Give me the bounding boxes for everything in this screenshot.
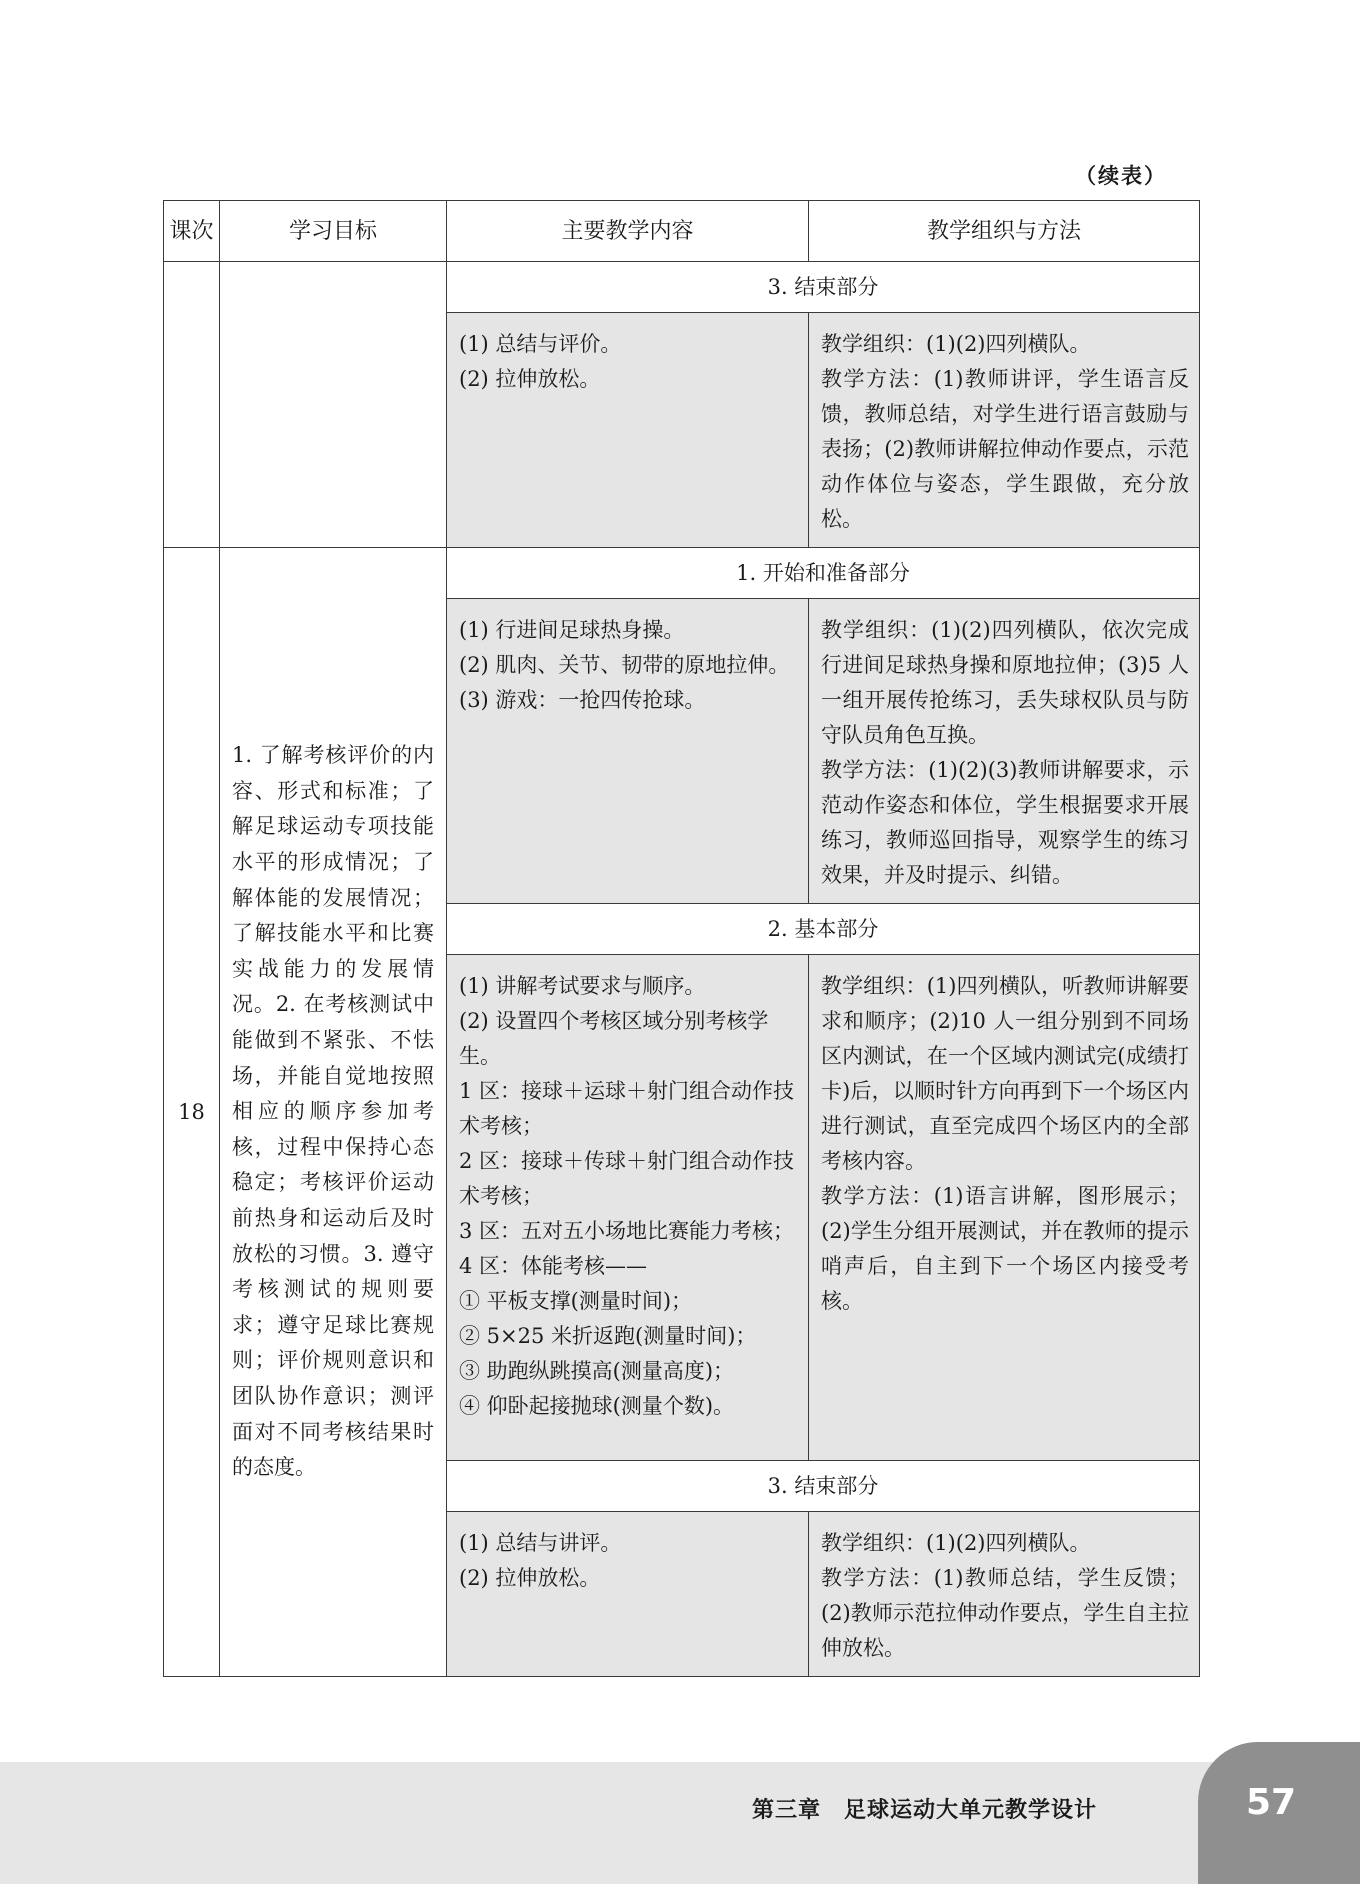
table-header-row bbox=[164, 201, 1200, 262]
method-line: 教学组织：(1)(2)四列横队，依次完成行进间足球热身操和原地拉伸；(3)5 人一组开展传抢练习，丢失球权队员与防守队员角色互换。 bbox=[821, 618, 1189, 747]
method-line: 教学组织：(1)四列横队，听教师讲解要求和顺序；(2)10 人一组分别到不同场区内测试，在一个区域内测试完(成绩打卡)后，以顺时针方向再到下一个场区内进行测试，直至完成四个场区内的全部考核内容。 bbox=[821, 974, 1189, 1173]
method-cell bbox=[809, 1512, 1200, 1677]
content-line: 1 区：接球＋运球＋射门组合动作技术考核； bbox=[459, 1079, 795, 1138]
method-line: 教学方法：(1)教师总结，学生反馈；(2)教师示范拉伸动作要点，学生自主拉伸放松。 bbox=[821, 1566, 1189, 1660]
learning-goals: 1. 了解考核评价的内容、形式和标准；了解足球运动专项技能水平的形成情况；了解体能的发展情况；了解技能水平和比赛实战能力的发展情况。2. 在考核测试中能做到不紧张、不怯场，并能自觉地按照相应的顺序参加考核，过程中保持心态稳定；考核评价运动前热身和运动后及时放松的习惯。3. 遵守考核测试的规则要求；遵守足球比赛规则；评价规则意识和团队协作意识；测评面对不同考核结果时的态度。 bbox=[220, 548, 447, 1677]
method-line: 教学方法：(1)语言讲解，图形展示；(2)学生分组开展测试，并在教师的提示哨声后，自主到下一个场区内接受考核。 bbox=[821, 1184, 1189, 1313]
content-cell bbox=[447, 313, 809, 548]
goals-cell-empty bbox=[220, 262, 447, 548]
content-line: (1) 行进间足球热身操。 bbox=[459, 618, 685, 642]
content-line: ① 平板支撑(测量时间)； bbox=[459, 1289, 693, 1313]
content-line: 3 区：五对五小场地比赛能力考核； bbox=[459, 1219, 795, 1243]
content-line: (1) 总结与评价。 bbox=[459, 332, 622, 356]
content-line: ③ 助跑纵跳摸高(测量高度)； bbox=[459, 1359, 735, 1383]
content-line: (2) 拉伸放松。 bbox=[459, 1566, 601, 1590]
table-row bbox=[164, 262, 1200, 313]
section-title: 3. 结束部分 bbox=[447, 262, 1200, 313]
page-number: 57 bbox=[1246, 1782, 1297, 1823]
header-content: 主要教学内容 bbox=[447, 201, 809, 262]
lesson-cell-empty bbox=[164, 262, 220, 548]
content-cell bbox=[447, 955, 809, 1461]
content-line: (1) 讲解考试要求与顺序。 bbox=[459, 974, 706, 998]
method-line: 教学组织：(1)(2)四列横队。 bbox=[821, 332, 1091, 356]
section-title: 3. 结束部分 bbox=[447, 1461, 1200, 1512]
header-goals: 学习目标 bbox=[220, 201, 447, 262]
content-line: (2) 拉伸放松。 bbox=[459, 367, 601, 391]
method-line: 教学方法：(1)(2)(3)教师讲解要求，示范动作姿态和体位，学生根据要求开展练习，教师巡回指导，观察学生的练习效果，并及时提示、纠错。 bbox=[821, 758, 1189, 887]
content-line: (2) 设置四个考核区域分别考核学生。 bbox=[459, 1009, 769, 1068]
content-cell bbox=[447, 1512, 809, 1677]
content-line: 2 区：接球＋传球＋射门组合动作技术考核； bbox=[459, 1149, 795, 1208]
chapter-title: 第三章 足球运动大单元教学设计 bbox=[752, 1798, 1098, 1823]
section-title: 2. 基本部分 bbox=[447, 904, 1200, 955]
method-cell bbox=[809, 313, 1200, 548]
content-line: 4 区：体能考核—— bbox=[459, 1254, 648, 1278]
table-row bbox=[164, 548, 1200, 599]
method-cell bbox=[809, 955, 1200, 1461]
content-cell bbox=[447, 599, 809, 904]
content-line: ② 5×25 米折返跑(测量时间)； bbox=[459, 1324, 757, 1348]
header-method: 教学组织与方法 bbox=[809, 201, 1200, 262]
content-line: (2) 肌肉、关节、韧带的原地拉伸。 bbox=[459, 653, 790, 677]
continued-label: （续表） bbox=[1075, 164, 1167, 188]
method-cell bbox=[809, 599, 1200, 904]
lesson-plan-table bbox=[163, 200, 1200, 1677]
method-line: 教学方法：(1)教师讲评，学生语言反馈，教师总结，对学生进行语言鼓励与表扬；(2)教师讲解拉伸动作要点，示范动作体位与姿态，学生跟做，充分放松。 bbox=[821, 367, 1189, 531]
content-line: (1) 总结与讲评。 bbox=[459, 1531, 622, 1555]
header-lesson: 课次 bbox=[164, 201, 220, 262]
section-title: 1. 开始和准备部分 bbox=[447, 548, 1200, 599]
content-line: ④ 仰卧起接抛球(测量个数)。 bbox=[459, 1394, 735, 1418]
footer-band bbox=[0, 1762, 1360, 1884]
lesson-number: 18 bbox=[164, 548, 220, 1677]
method-line: 教学组织：(1)(2)四列横队。 bbox=[821, 1531, 1091, 1555]
content-line: (3) 游戏：一抢四传抢球。 bbox=[459, 688, 706, 712]
